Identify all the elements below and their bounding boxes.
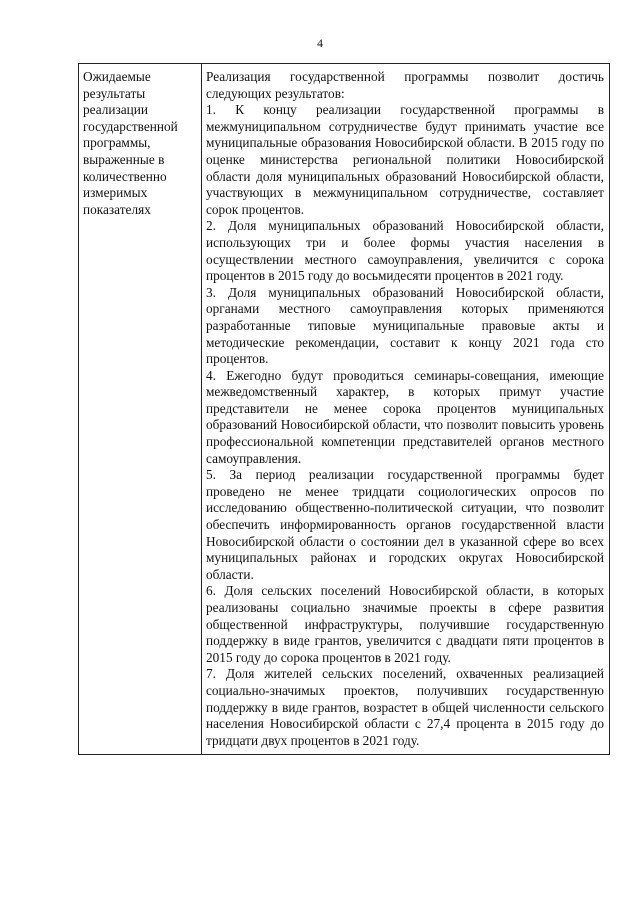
result-item-6: 6. Доля сельских поселений Новосибирской области, в которых реализованы социально значимые проекты в сфере развития общественной инфраструктуры, получившие государственную поддержку в виде грантов, увеличится с двадцати пяти процентов в 2015 году до сорока процентов в 2021 году. [206, 583, 604, 665]
row-content-cell [202, 64, 610, 755]
result-item-3: 3. Доля муниципальных образований Новосибирской области, органами местного самоуправления которых применяются разработанные типовые муниципальные правовые акты и методические рекомендации, составит к концу 2021 года сто процентов. [206, 284, 604, 367]
result-item-2: 2. Доля муниципальных образований Новосибирской области, использующих три и более формы участия населения в осуществлении местного самоуправления, увеличится с сорока процентов в 2015 году до восьмидесяти процентов в 2021 году. [206, 218, 604, 284]
page-number: 4 [317, 36, 323, 50]
result-item-4: 4. Ежегодно будут проводиться семинары-совещания, имеющие межведомственный характер, в которых примут участие представители не менее сорока процентов муниципальных образований Новосибирской области, что позволит повысить уровень профессиональной компетенции представителей органов местного самоуправления. [206, 367, 604, 466]
table-row [79, 64, 610, 755]
results-intro: Реализация государственной программы позволит достичь следующих результатов: [206, 69, 604, 101]
result-item-5: 5. За период реализации государственной программы будет проведено не менее тридцати социологических опросов по исследованию общественно-политической ситуации, что позволит обеспечить информированность органов государственной власти Новосибирской области о состоянии дел в указанной сфере во всех муниципальных районах и городских округах Новосибирской области. [206, 467, 604, 582]
result-item-1: 1. К концу реализации государственной программы в межмуниципальном сотрудничестве будут принимать участие все муниципальные образования Новосибирской области. В 2015 году по оценке министерства региональной политики Новосибирской области доля муниципальных образований Новосибирской области, участвующих в межмуниципальном сотрудничестве, составляет сорок процентов. [206, 102, 604, 217]
row-label-cell: Ожидаемые результаты реализации государственной программы, выраженные в количественно измеримых показателях [79, 64, 202, 755]
program-results-table [78, 63, 610, 755]
result-item-7: 7. Доля жителей сельских поселений, охваченных реализацией социально-значимых проектов, получивших государственную поддержку в виде грантов, возрастет в общей численности сельского населения Новосибирской области с 27,4 процента в 2015 году до тридцати двух процентов в 2021 году. [206, 666, 604, 748]
